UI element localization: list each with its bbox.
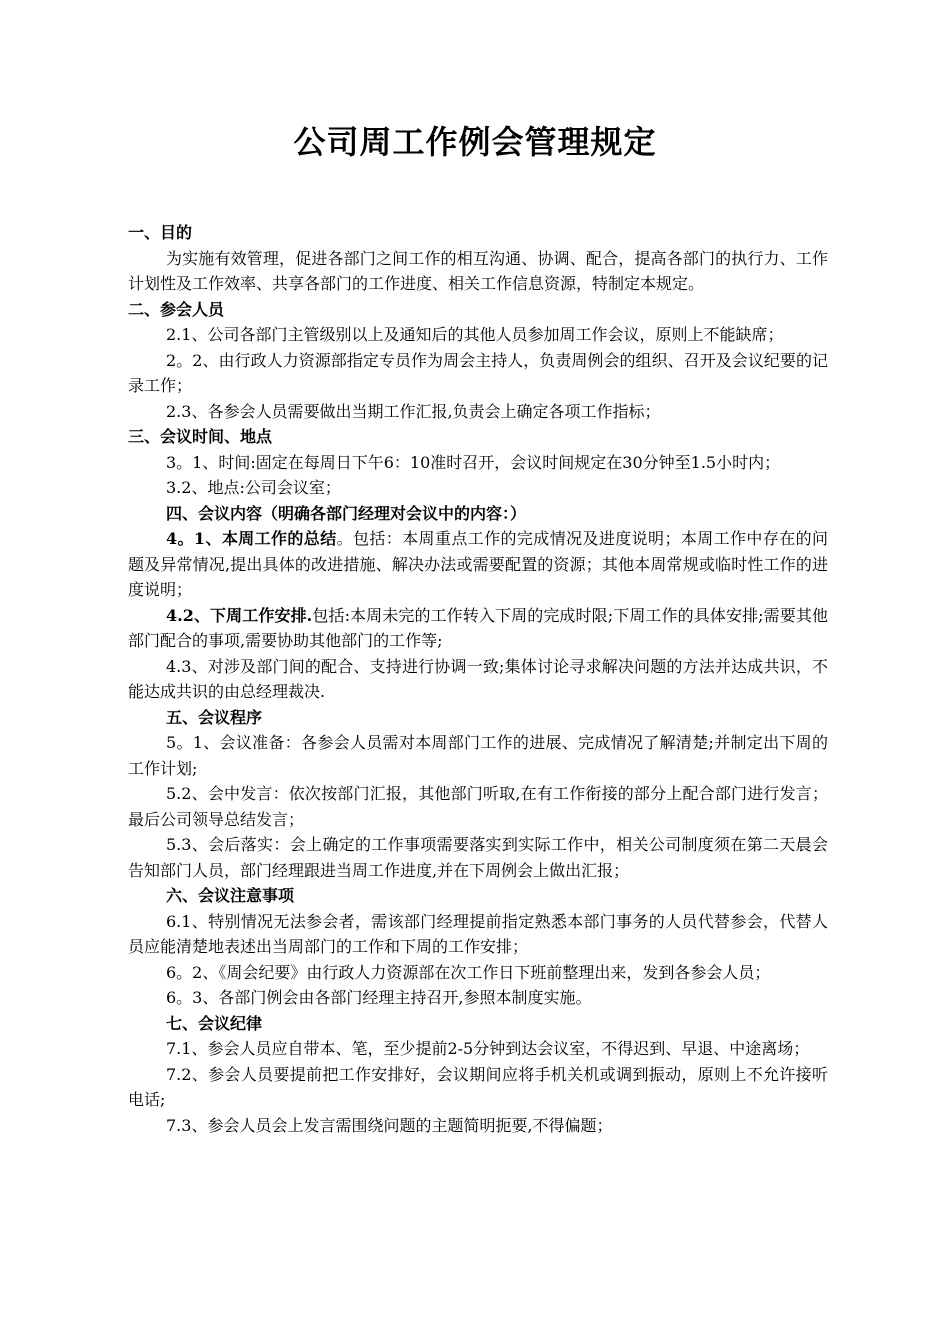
paragraph: 7.1、参会人员应自带本、笔，至少提前2-5分钟到达会议室，不得迟到、早退、中途离场； (166, 1039, 810, 1058)
paragraph: 6。3、各部门例会由各部门经理主持召开,参照本制度实施。 (166, 988, 592, 1007)
paragraph: 2.1、公司各部门主管级别以上及通知后的其他人员参加周工作会议，原则上不能缺席； (166, 325, 784, 344)
paragraph: 3。1、时间:固定在每周日下午6：10准时召开，会议时间规定在30分钟至1.5小时内； (166, 452, 781, 472)
page-title: 公司周工作例会管理规定 (293, 123, 657, 161)
paragraph: 7.2、参会人员要提前把工作安排好，会议期间应将手机关机或调到振动，原则上不允许接听电话; (128, 1064, 828, 1109)
paragraph: 5.2、会中发言：依次按部门汇报，其他部门听取,在有工作衔接的部分上配合部门进行发言；最后公司领导总结发言； (128, 784, 828, 829)
paragraph: 4.3、对涉及部门间的配合、支持进行协调一致;集体讨论寻求解决问题的方法并达成共识，不能达成共识的由总经理裁决. (128, 656, 828, 701)
section-heading-time-place: 三、会议时间、地点 (128, 427, 273, 446)
paragraph: 6。2、《周会纪要》由行政人力资源部在次工作日下班前整理出来，发到各参会人员； (166, 962, 771, 982)
paragraph: 5。1、会议准备：各参会人员需对本周部门工作的进展、完成情况了解清楚;并制定出下周的工作计划; (128, 733, 828, 778)
section-heading-discipline: 七、会议纪律 (166, 1013, 263, 1033)
paragraph: 7.3、参会人员会上发言需围绕问题的主题简明扼要,不得偏题； (166, 1115, 613, 1135)
paragraph: 2.3、各参会人员需要做出当期工作汇报,负责会上确定各项工作指标； (166, 401, 661, 421)
section-heading-attendees: 二、参会人员 (128, 299, 225, 319)
paragraph: 3.2、地点:公司会议室； (166, 478, 341, 497)
paragraph: 5.3、会后落实：会上确定的工作事项需要落实到实际工作中，相关公司制度须在第二天晨会告知部门人员，部门经理跟进当周工作进度,并在下周例会上做出汇报； (128, 835, 828, 880)
paragraph (128, 526, 828, 603)
paragraph (128, 603, 828, 654)
section-heading-content: 四、会议内容（明确各部门经理对会议中的内容：） (166, 503, 527, 523)
paragraph: 6.1、特别情况无法参会者，需该部门经理提前指定熟悉本部门事务的人员代替参会，代替人员应能清楚地表述出当周部门的工作和下周的工作安排； (128, 911, 828, 956)
section-heading-procedure: 五、会议程序 (166, 707, 263, 727)
bold-lead: 4。1、本周工作的总结 (166, 529, 337, 548)
paragraph: 为实施有效管理，促进各部门之间工作的相互沟通、协调、配合，提高各部门的执行力、工作计划性及工作效率、共享各部门的工作进度、相关工作信息资源，特制定本规定。 (128, 248, 828, 293)
paragraph-text: 。包括：本周重点工作的完成情况及进度说明；本周工作中存在的问题及异常情况,提出具体的改进措施、解决办法或需要配置的资源；其他本周常规或临时性工作的进度说明； (128, 529, 828, 599)
paragraph: 2。2、由行政人力资源部指定专员作为周会主持人，负责周例会的组织、召开及会议纪要的记录工作； (128, 350, 828, 395)
bold-lead: 4.2、下周工作安排. (166, 605, 313, 625)
section-heading-purpose: 一、目的 (128, 223, 193, 242)
paragraph-text: 包括:本周未完的工作转入下周的完成时限;下周工作的具体安排;需要其他部门配合的事项,需要协助其他部门的工作等; (128, 605, 828, 650)
document-body (128, 220, 828, 1138)
section-heading-notes: 六、会议注意事项 (166, 886, 295, 905)
